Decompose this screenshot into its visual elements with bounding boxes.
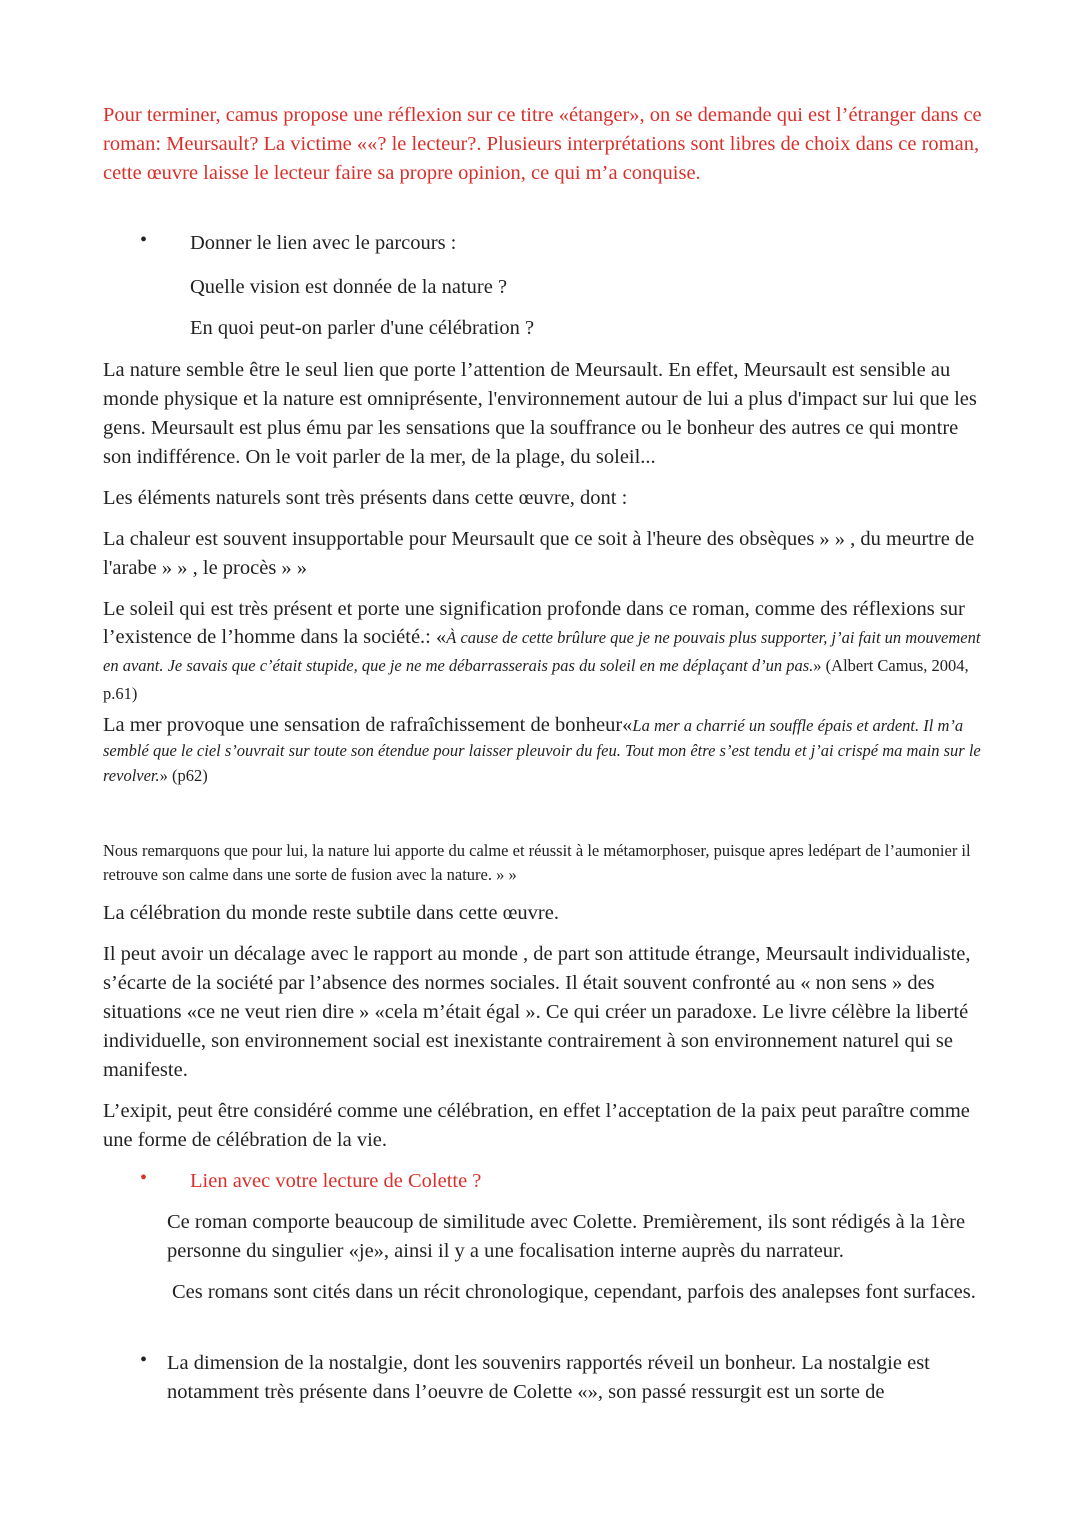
question-celebration: En quoi peut-on parler d'une célébration ? [190,317,535,339]
intro-paragraph: Pour terminer, camus propose une réflexion sur ce titre «étanger», on se demande qui est l’étranger dans ce roman: Meursault? La victime ««? le lecteur?. Plusieurs interprétations sont libres de choix dans ce roman, cette œuvre laisse le lecteur faire sa propre opinion, ce qui m’a conquise. [103,104,982,184]
question-parcours: Donner le lien avec le parcours : [190,232,457,254]
paragraph-decalage: Il peut avoir un décalage avec le rapport au monde , de part son attitude étrange, Meursault individualiste, s’écarte de la société par l’absence des normes sociales. Il était souvent confronté au « non sens » des situations «ce ne veut rien dire » «cela m’était égal ». Ce qui créer un paradoxe. Le livre célèbre la liberté individuelle, son environnement social est inexistante contrairement à son environnement naturel qui se manifeste. [103,943,971,1081]
soleil-quote: À cause de cette brûlure que je ne pouvais plus supporter, j’ai fait un mouvement en avant. Je savais que c’était stupide, que je ne me débarrasserais pas du soleil en me déplaçant d’un pas. [103,628,981,675]
paragraph-elements: Les éléments naturels sont très présents dans cette œuvre, dont : [103,487,628,509]
paragraph-nostalgie: La dimension de la nostalgie, dont les souvenirs rapportés réveil un bonheur. La nostalgie est notamment très présente dans l’oeuvre de Colette «», son passé ressurgit est un sorte de [167,1352,930,1403]
paragraph-calme: Nous remarquons que pour lui, la nature lui apporte du calme et réussit à le métamorphoser, puisque apres ledépart de l’aumonier il retrouve son calme dans une sorte de fusion avec la nature. » » [103,841,971,884]
question-vision-nature: Quelle vision est donnée de la nature ? [190,276,508,298]
soleil-ref: » (Albert Camus, 2004, p.61) [103,656,969,703]
soleil-text: Le soleil qui est très présent et porte une signification profonde dans ce roman, comme des réflexions sur l’existence de l’homme dans la société.: « [103,598,965,648]
bullet-marker-2: • [140,1349,148,1371]
paragraph-colette-1: Ce roman comporte beaucoup de similitude avec Colette. Premièrement, ils sont rédigés à la 1ère personne du singulier «je», ainsi il y a une focalisation interne auprès du narrateur. [167,1211,966,1262]
paragraph-mer [103,713,983,788]
paragraph-colette-2: Ces romans sont cités dans un récit chronologique, cependant, parfois des analepses font surfaces. [172,1281,976,1303]
paragraph-nature: La nature semble être le seul lien que porte l’attention de Meursault. En effet, Meursault est sensible au monde physique et la nature est omniprésente, l'environnement autour de lui a plus d'impact sur lui que les gens. Meursault est plus ému par les sensations que la souffrance ou le bonheur des autres ce qui montre son indifférence. On le voit parler de la mer, de la plage, du soleil... [103,359,977,468]
mer-text: La mer provoque une sensation de rafraîchissement de bonheur« [103,714,633,736]
mer-ref: » (p62) [159,766,208,785]
question-colette: Lien avec votre lecture de Colette ? [190,1170,482,1192]
paragraph-soleil [103,595,983,707]
paragraph-expiit: L’exipit, peut être considéré comme une célébration, en effet l’acceptation de la paix peut paraître comme une forme de célébration de la vie. [103,1100,970,1151]
paragraph-chaleur: La chaleur est souvent insupportable pour Meursault que ce soit à l'heure des obsèques » » , du meurtre de l'arabe » » , le procès » » [103,528,975,579]
bullet-marker: • [140,229,148,251]
mer-quote: La mer a charrié un souffle épais et ardent. Il m’a semblé que le ciel s’ouvrait sur toute son étendue pour laisser pleuvoir du feu. Tout mon être s’est tendu et j’ai crispé ma main sur le revolver. [103,716,981,785]
bullet-marker-red: • [140,1167,148,1189]
paragraph-celebration: La célébration du monde reste subtile dans cette œuvre. [103,902,559,924]
